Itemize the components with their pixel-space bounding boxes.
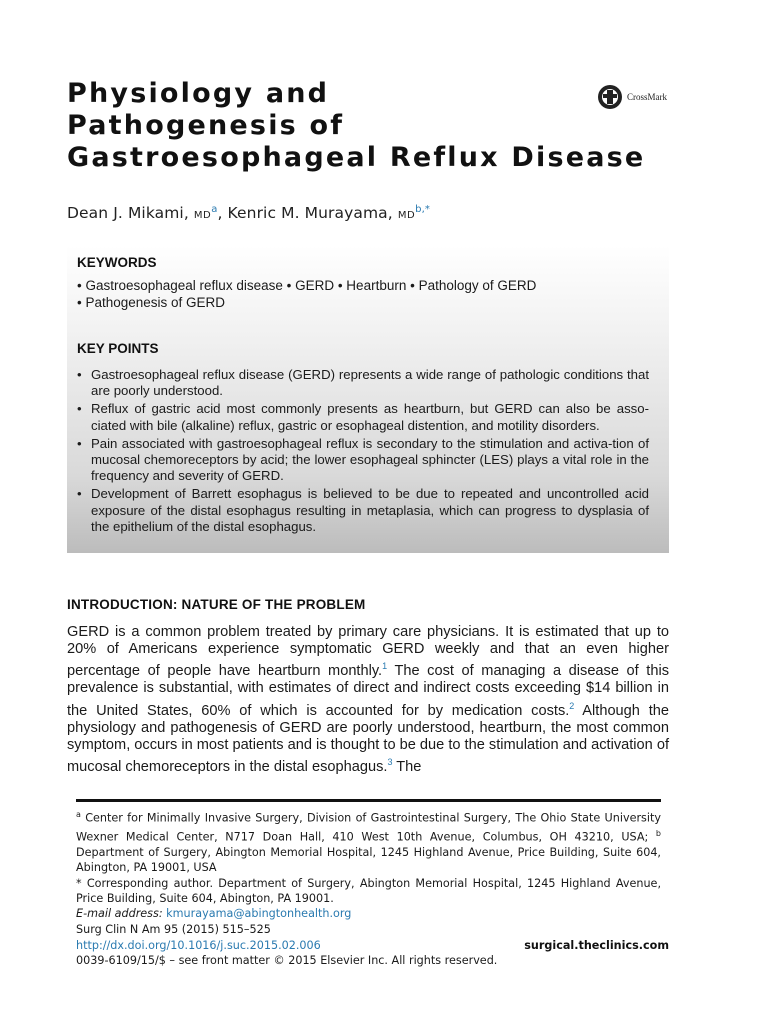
key-point-item: • Pain associated with gastroesophageal reflux is secondary to the stimulation and activa-tion of mucosal chemoreceptors by acid; the lower esophageal sphincter (LES) plays a vital role in the frequency and severity of GERD. [77,436,649,485]
doi-link[interactable]: http://dx.doi.org/10.1016/j.suc.2015.02.006 [76,938,321,952]
key-point-item: • Gastroesophageal reflux disease (GERD) represents a wide range of pathologic conditions that are poorly understood. [77,367,649,399]
copyright-line: 0039-6109/15/$ – see front matter © 2015 Elsevier Inc. All rights reserved. [76,954,498,967]
intro-text-1: GERD is a common problem treated by primary care physicians. It is estimated that up to 20% of Americans experience symptomatic GERD weekly and that an even higher percentage of people have heartburn monthly. [67,624,669,680]
email-link[interactable]: kmurayama@abingtonhealth.org [166,907,352,921]
reference-link-2[interactable]: 2 [569,700,575,711]
author-1-degree: MD [193,210,212,222]
section-heading: INTRODUCTION: NATURE OF THE PROBLEM [67,597,366,612]
keywords-line-1: • Gastroesophageal reflux disease • GERD • Heartburn • Pathology of GERD [77,278,537,293]
intro-text-3: Although the physiology and pathogenesis of GERD are poorly understood, heartburn, the most common symptom, occurs in most patients and is thought to be due to the stimulation and activation of mucosal chemoreceptors in the distal esophagus. [67,702,669,775]
intro-paragraph [67,624,669,776]
corresponding-author: * Corresponding author. Department of Surgery, Abington Memorial Hospital, 1245 Highland Avenue, Price Building, Suite 604, Abington, PA 19001. [76,876,661,905]
affiliation-b-text: Department of Surgery, Abington Memorial Hospital, 1245 Highland Avenue, Price Building, Suite 604, Abington, PA 19001, USA [76,846,661,875]
key-points-list [77,367,649,537]
author-2-affiliation-link[interactable]: b,* [415,204,430,215]
keywords-list [77,277,657,311]
affiliations [76,807,661,876]
journal-website[interactable]: surgical.theclinics.com [524,938,669,952]
crossmark-icon [597,84,623,110]
doi-row [76,938,669,954]
author-1-name: Dean J. Mikami, [67,204,189,223]
email-line [76,906,661,921]
affiliation-b-mark: b [655,829,661,839]
email-label: E-mail address: [76,907,163,921]
keywords-line-2: • Pathogenesis of GERD [77,295,226,310]
intro-text-2: The cost of managing a disease of this prevalence is substantial, with estimates of direct and indirect costs exceeding $14 billion in the United States, 60% of which is accounted for by medication costs. [67,663,670,719]
journal-info [76,922,669,969]
keywords-keypoints-box [67,246,669,553]
affiliation-a-mark: a [76,810,81,819]
keywords-heading: KEYWORDS [77,255,157,270]
reference-link-1[interactable]: 1 [382,661,388,672]
title-line-2: Pathogenesis of [67,110,345,141]
crossmark-badge[interactable] [597,84,667,110]
reference-link-3[interactable]: 3 [387,757,393,768]
author-1-affiliation-link[interactable]: a [211,204,218,215]
author-separator: , [217,204,223,223]
key-point-item: • Development of Barrett esophagus is believed to be due to repeated and uncontrolled acid exposure of the distal esophagus resulting in metaplasia, which can progress to dysplasia of the epithelium of the distal esophagus. [77,486,649,535]
author-2-name: Kenric M. Murayama, [227,204,393,223]
crossmark-label: CrossMark [627,92,667,102]
intro-text-4: The [392,759,422,775]
author-2-degree: MD [397,210,416,222]
key-point-item: • Reflux of gastric acid most commonly presents as heartburn, but GERD can also be asso-ciated with bile (alkaline) reflux, gastric or esophageal distention, and motility disorders. [77,401,649,433]
title-line-3: Gastroesophageal Reflux Disease [67,142,646,173]
title-line-1: Physiology and [67,78,330,109]
footnotes [76,807,661,922]
footnote-divider [76,799,661,802]
journal-citation: Surg Clin N Am 95 (2015) 515–525 [76,923,271,936]
article-title [67,78,687,174]
key-points-heading: KEY POINTS [77,341,159,356]
affiliation-a-text: Center for Minimally Invasive Surgery, Division of Gastrointestinal Surgery, The Ohio State University Wexner Medical Center, N717 Doan Hall, 410 West 10th Avenue, Columbus, OH 43210, USA; [76,811,661,844]
author-line [67,204,430,222]
